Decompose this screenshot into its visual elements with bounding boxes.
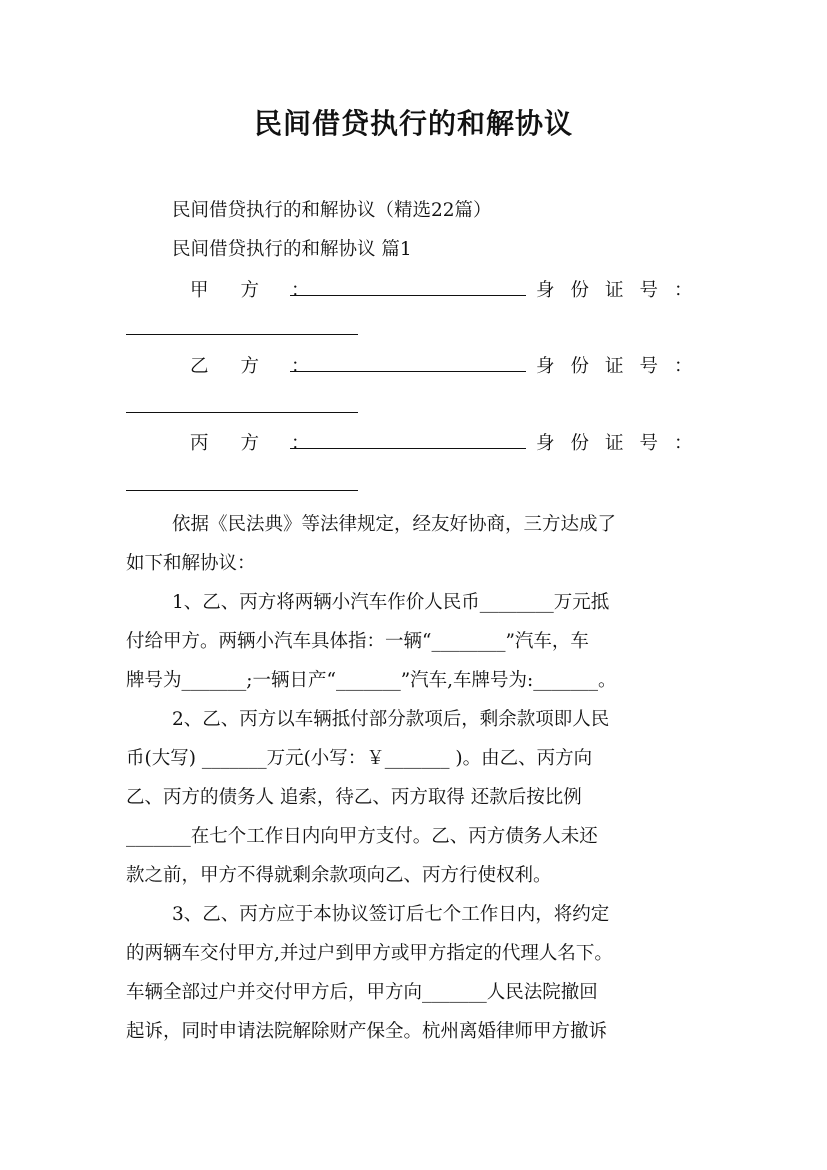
party-a-line [190, 276, 710, 306]
clause3-line-3: 车辆全部过户并交付甲方后，甲方向_______人民法院撤回 [126, 982, 598, 1003]
intro-line-1: 依据《民法典》等法律规定，经友好协商，三方达成了 [172, 514, 617, 535]
party-c-name-blank [290, 432, 526, 449]
party-a-label: 甲方： [190, 280, 342, 301]
party-b-label: 乙方： [190, 356, 342, 377]
clause3-line-2: 的两辆车交付甲方,并过户到甲方或甲方指定的代理人名下。 [126, 943, 613, 964]
clause2-line-4: _______在七个工作日内向甲方支付。乙、丙方债务人未还 [126, 826, 598, 847]
clause2-line-3: 乙、丙方的债务人 追索，待乙、丙方取得 还款后按比例 [126, 787, 582, 808]
clause2-line-5: 款之前，甲方不得就剩余款项向乙、丙方行使权利。 [126, 865, 552, 886]
clause2-line-1: 2、乙、丙方以车辆抵付部分款项后，剩余款项即人民 [172, 709, 610, 730]
party-b-id-blank [126, 412, 358, 413]
subtitle: 民间借贷执行的和解协议（精选22篇） [172, 200, 492, 221]
party-b-id-label: 身份证号： [536, 356, 709, 377]
party-a-id-blank [126, 334, 358, 335]
party-a-name-blank [290, 279, 526, 296]
party-a-id-label: 身份证号： [536, 280, 709, 301]
intro-line-2: 如下和解协议： [126, 553, 256, 574]
party-b-name-blank [290, 355, 526, 372]
party-c-line [190, 429, 710, 459]
party-c-id-blank [126, 490, 358, 491]
clause3-line-4: 起诉，同时申请法院解除财产保全。杭州离婚律师甲方撤诉 [126, 1021, 608, 1042]
party-c-id-label: 身份证号： [536, 433, 709, 454]
clause1-line-1: 1、乙、丙方将两辆小汽车作价人民币________万元抵 [172, 592, 610, 613]
clause2-line-2: 币(大写) _______万元(小写：￥_______ )。由乙、丙方向 [126, 748, 593, 769]
section-heading: 民间借贷执行的和解协议 篇1 [172, 239, 412, 260]
document-title: 民间借贷执行的和解协议 [253, 107, 573, 140]
clause1-line-2: 付给甲方。两辆小汽车具体指：一辆“________”汽车，车 [126, 631, 589, 652]
party-c-label: 丙方： [190, 433, 342, 454]
clause1-line-3: 牌号为_______;一辆日产“_______”汽车,车牌号为:_______。 [126, 670, 617, 691]
clause3-line-1: 3、乙、丙方应于本协议签订后七个工作日内，将约定 [172, 904, 610, 925]
party-b-line [190, 352, 710, 382]
